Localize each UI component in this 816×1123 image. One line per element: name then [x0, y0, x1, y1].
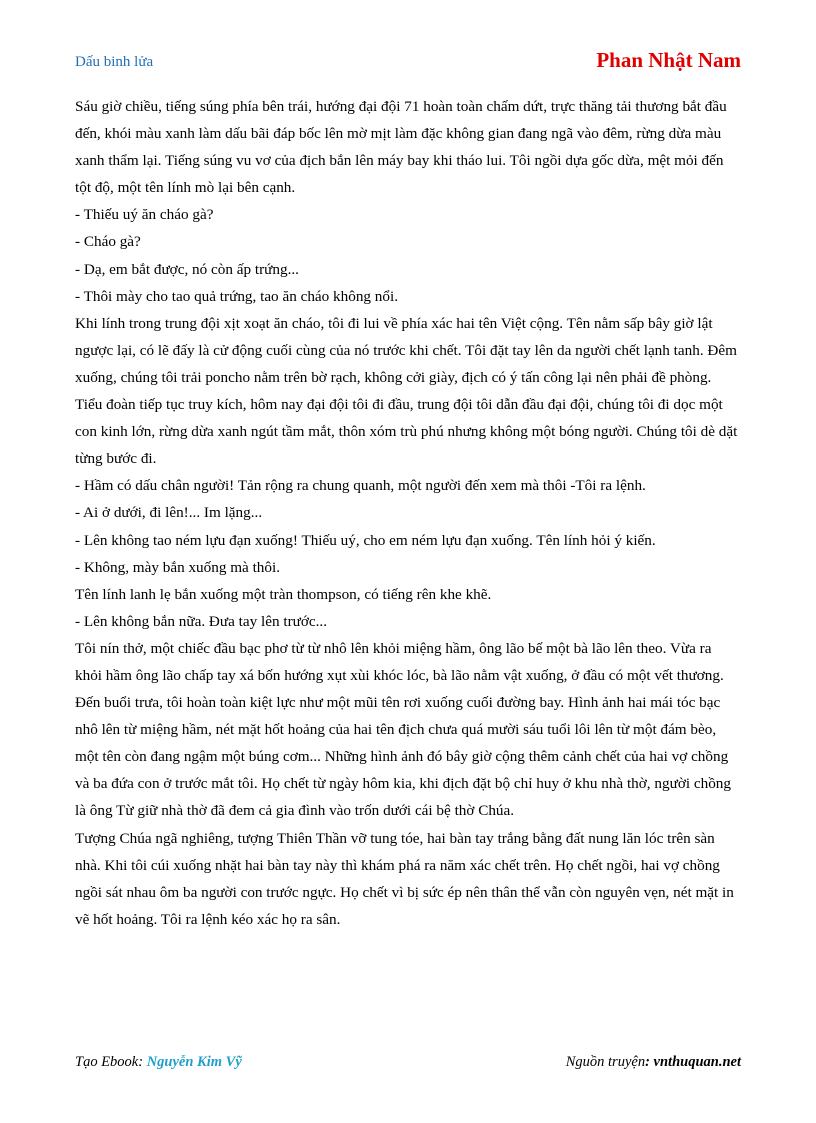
paragraph: Tượng Chúa ngã nghiêng, tượng Thiên Thần vỡ tung tóe, hai bàn tay trắng bằng đất nung lăn lóc trên sàn nhà. Khi tôi cúi xuống nhặt hai bàn tay này thì khám phá ra năm xác chết trên. Họ chết ngồi, hai vợ chồng ngồi sát nhau ôm ba người con trước ngực. Họ chết vì bị sức ép nên thân thể vẫn còn nguyên vẹn, nét mặt in vẽ hốt hoảng. Tôi ra lệnh kéo xác họ ra sân. — [75, 829, 734, 928]
paragraph: - Lên không tao ném lựu đạn xuống! Thiếu uý, cho em ném lựu đạn xuống. Tên lính hỏi ý kiến. — [75, 531, 656, 549]
paragraph: - Thiếu uý ăn cháo gà? — [75, 206, 214, 224]
paragraph: - Lên không bắn nữa. Đưa tay lên trước... — [75, 612, 328, 630]
paragraph: Tôi nín thở, một chiếc đầu bạc phơ từ từ nhô lên khỏi miệng hầm, ông lão bế một bà lão lên theo. Vừa ra khỏi hầm ông lão chấp tay xá bốn hướng xụt xùi khóc lóc, bà lão nằm vật xuống, ở đầu có một vết thương. — [75, 639, 724, 684]
paragraph: - Ai ở dưới, đi lên!... Im lặng... — [75, 504, 263, 522]
source-credit: Nguồn truyện: vnthuquan.net — [565, 1054, 741, 1070]
paragraph: - Không, mày bắn xuống mà thôi. — [75, 558, 281, 576]
source-label: Nguồn truyện — [565, 1054, 646, 1070]
ebook-credit: Tạo Ebook: Nguyễn Kim Vỹ — [75, 1054, 242, 1070]
page-header — [75, 48, 741, 76]
source-site: vnthuquan.net — [653, 1054, 741, 1070]
author-name: Phan Nhật Nam — [596, 48, 741, 72]
ebook-creator: Nguyễn Kim Vỹ — [146, 1054, 242, 1070]
paragraph: Khi lính trong trung đội xịt xoạt ăn cháo, tôi đi lui về phía xác hai tên Việt cộng. Tên nằm sấp bây giờ lật ngược lại, có lẽ đấy là cử động cuối cùng của nó trước khi chết. Tôi đặt tay lên da người chết lạnh tanh. Đêm xuống, chúng tôi trải poncho nằm trên bờ rạch, không cởi giày, địch có ý tấn công lại nên phải đề phòng. — [75, 314, 737, 386]
paragraph: Sáu giờ chiều, tiếng súng phía bên trái, hướng đại đội 71 hoàn toàn chấm dứt, trực thăng tải thương bắt đầu đến, khói màu xanh làm dấu bãi đáp bốc lên mờ mịt làm đặc không gian đang ngã vào đêm, rừng dừa màu xanh thẩm lại. Tiếng súng vu vơ của địch bắn lên máy bay khi tháo lui. Tôi ngồi dựa gốc dừa, mệt mỏi đến tột độ, một tên lính mò lại bên cạnh. — [75, 98, 727, 197]
paragraph: - Cháo gà? — [75, 233, 141, 251]
paragraph: - Thôi mày cho tao quả trứng, tao ăn cháo không nổi. — [75, 287, 399, 305]
page-body — [75, 93, 741, 933]
paragraph: - Hầm có dấu chân người! Tản rộng ra chung quanh, một người đến xem mà thôi -Tôi ra lệnh. — [75, 477, 646, 495]
paragraph: - Dạ, em bắt được, nó còn ấp trứng... — [75, 260, 299, 278]
ebook-label: Tạo Ebook — [75, 1054, 139, 1070]
paragraph: Tên lính lanh lẹ bắn xuống một tràn thompson, có tiếng rên khe khẽ. — [75, 585, 492, 603]
paragraph: Tiểu đoàn tiếp tục truy kích, hôm nay đại đội tôi đi đầu, trung đội tôi dẫn đầu đại đội, chúng tôi đi dọc một con kinh lớn, rừng dừa xanh ngút tầm mắt, thôn xóm trù phú nhưng không một bóng người. Chúng tôi dè dặt từng bước đi. — [75, 396, 738, 468]
paragraph: Đến buổi trưa, tôi hoàn toàn kiệt lực như một mũi tên rơi xuống cuối đường bay. Hình ảnh hai mái tóc bạc nhô lên từ miệng hầm, nét mặt hốt hoảng của hai tên địch chưa quá mười sáu tuổi lôi lên từ một đám bèo, một tên còn đang ngậm một búng cơm... Những hình ảnh đó bây giờ cộng thêm cảnh chết của hai vợ chồng và ba đứa con ở trước mắt tôi. Họ chết từ ngày hôm kia, khi địch đặt bộ chỉ huy ở khu nhà thờ, người chồng là ông Từ giữ nhà thờ đã đem cả gia đình vào trốn dưới cái bệ thờ Chúa. — [75, 694, 731, 820]
book-title: Dấu binh lửa — [75, 54, 154, 70]
